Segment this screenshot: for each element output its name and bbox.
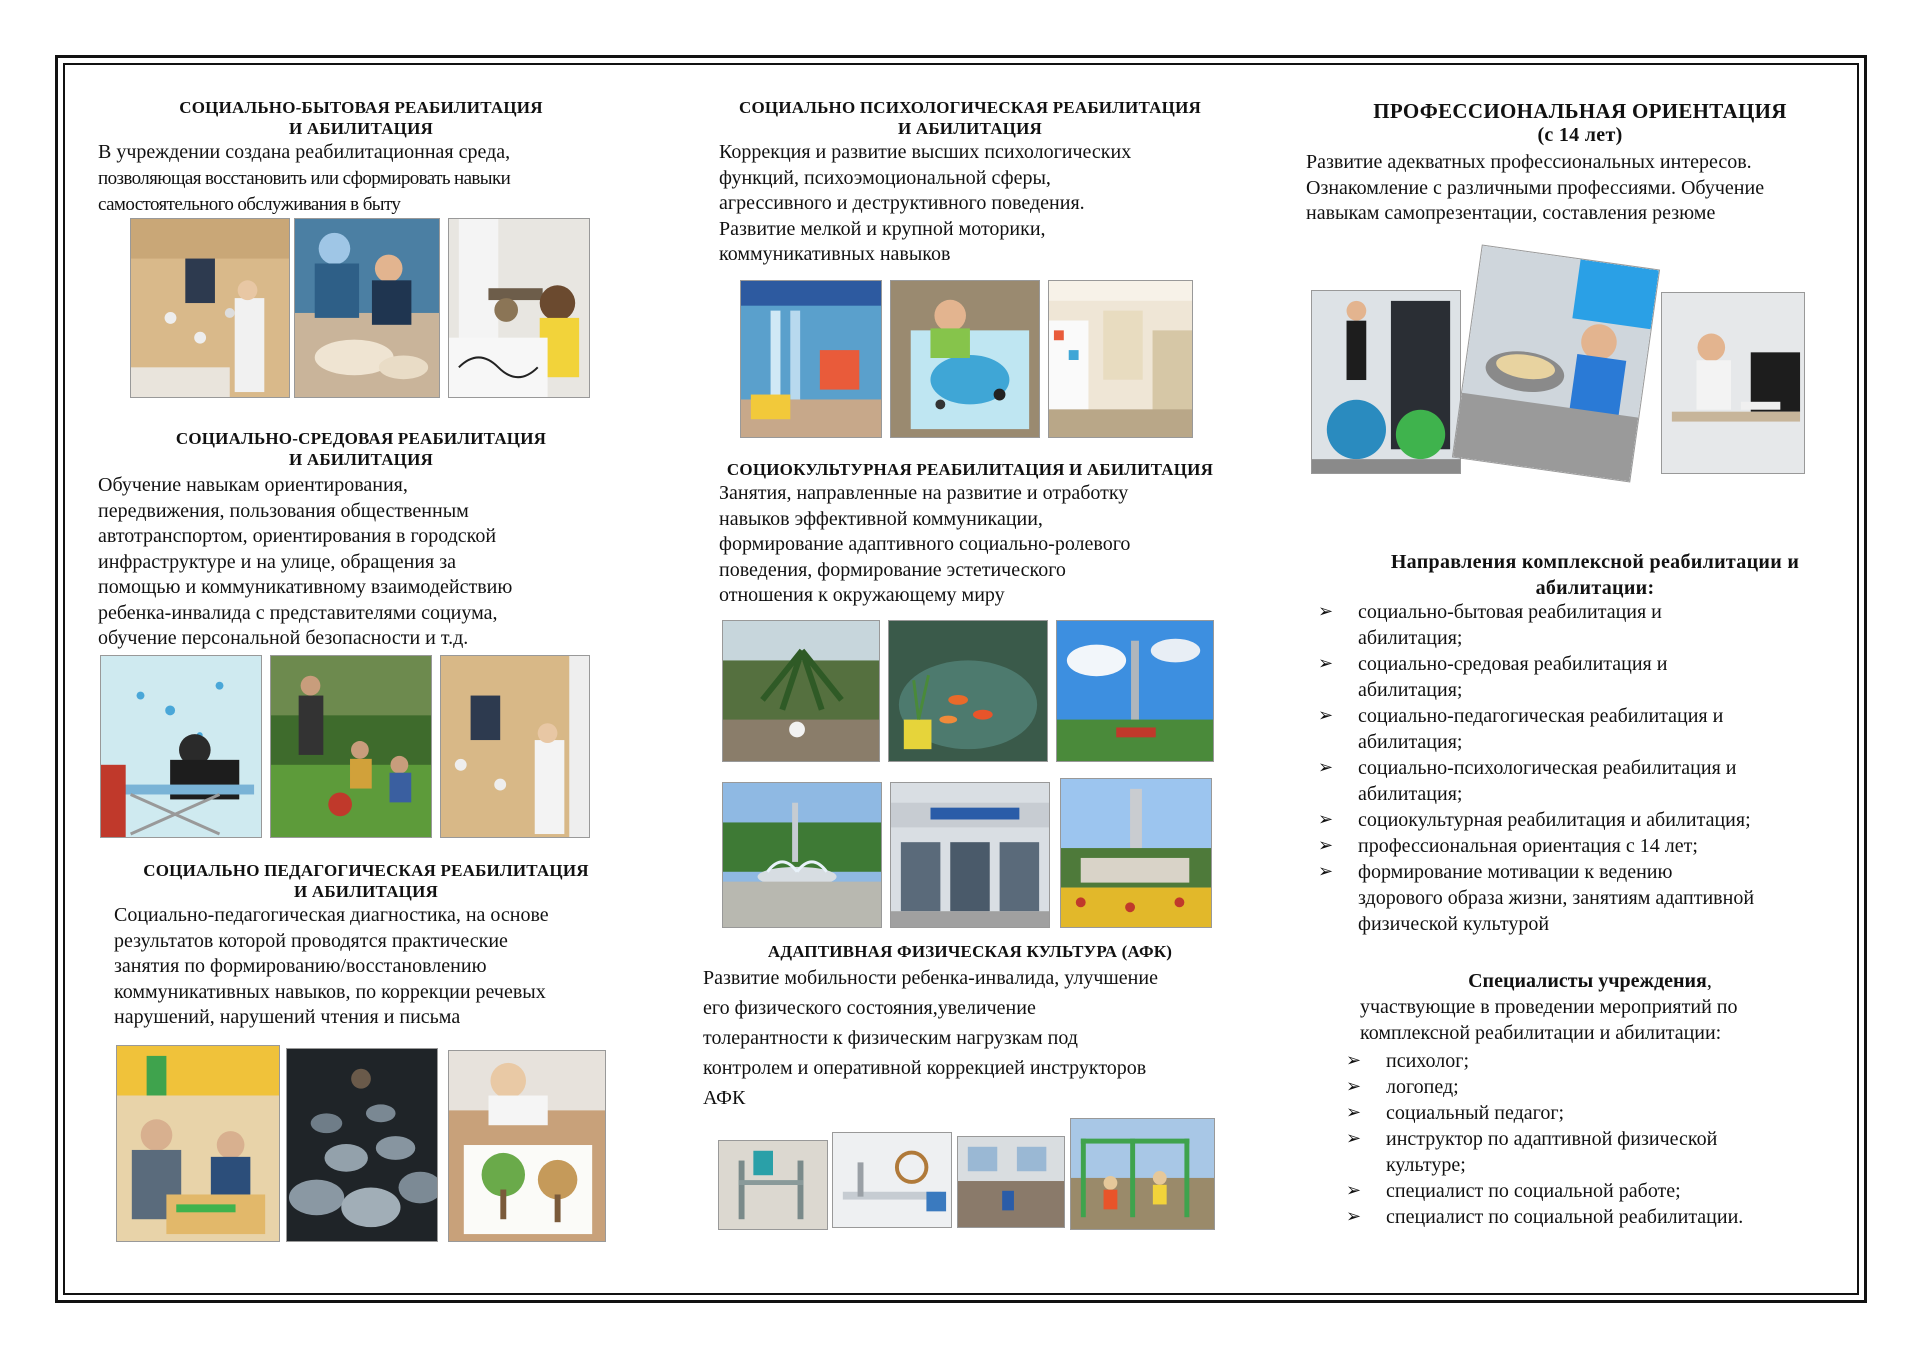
text-line: Ознакомление с различными профессиями. Обучение <box>1306 176 1765 199</box>
col1-s3-title <box>96 860 636 902</box>
arrow-bullet-icon: ➢ <box>1318 835 1334 856</box>
item-line: профессиональная ориентация с 14 лет; <box>1358 835 1698 857</box>
item-line: физической культурой <box>1358 913 1550 935</box>
text-line: толерантности к физическим нагрузкам под <box>703 1027 1078 1049</box>
item-line: здорового образа жизни, занятиям адаптивной <box>1358 887 1755 909</box>
section-title: ПРОФЕССИОНАЛЬНАЯ ОРИЕНТАЦИЯ <box>1373 99 1787 123</box>
text-line: Развитие адекватных профессиональных интересов. <box>1306 151 1752 173</box>
specialists-list <box>1346 1048 1856 1230</box>
item-line: логопед; <box>1386 1076 1459 1098</box>
col1-s2-title <box>96 428 626 470</box>
arrow-bullet-icon: ➢ <box>1346 1206 1362 1227</box>
title-line: СОЦИАЛЬНО ПЕДАГОГИЧЕСКАЯ РЕАБИЛИТАЦИЯ <box>143 861 589 880</box>
text-line: самостоятельного обслуживания в быту <box>98 193 401 215</box>
item-line: формирование мотивации к ведению <box>1358 861 1673 883</box>
photo-sand-table <box>890 280 1040 438</box>
item-line: культуре; <box>1386 1154 1466 1176</box>
photo-boy-cooking <box>1452 245 1660 483</box>
text-line: Развитие мобильности ребенка-инвалида, улучшение <box>703 967 1158 989</box>
col2-s1-text <box>719 140 1259 268</box>
text-line: Социально-педагогическая диагностика, на основе <box>114 904 549 926</box>
photo-therapy-room <box>1048 280 1193 438</box>
text-line: коммуникативных навыков <box>719 243 951 265</box>
photo-monument-sky <box>1056 620 1214 762</box>
list-item <box>1318 651 1858 703</box>
text-line: поведения, формирование эстетического <box>719 558 1066 581</box>
text-line: результатов которой проводятся практические <box>114 929 508 952</box>
text-line: формирование адаптивного социально-ролевого <box>719 533 1131 555</box>
text-line: Обучение навыкам ориентирования, <box>98 474 408 496</box>
col3-s1-title-block <box>1300 98 1860 146</box>
photo-monument-flowers <box>1060 778 1212 928</box>
text-line: функций, психоэмоциональной сферы, <box>719 166 1051 189</box>
title-line: И АБИЛИТАЦИЯ <box>289 119 433 138</box>
item-line: специалист по социальной работе; <box>1386 1180 1681 1202</box>
item-line: социально-бытовая реабилитация и <box>1358 601 1662 623</box>
arrow-bullet-icon: ➢ <box>1318 757 1334 778</box>
text-line: отношения к окружающему миру <box>719 584 1005 606</box>
photo-building-facade <box>890 782 1050 928</box>
col3-specialists-intro <box>1360 994 1860 1046</box>
text-line: обучение персональной безопасности и т.д. <box>98 627 469 649</box>
text-line: Развитие мелкой и крупной моторики, <box>719 217 1046 240</box>
text-line: навыкам самопрезентации, составления резюме <box>1306 202 1716 224</box>
list-item <box>1346 1074 1856 1100</box>
arrow-bullet-icon: ➢ <box>1346 1128 1362 1149</box>
photo-sensory-room <box>740 280 882 438</box>
text-line: В учреждении создана реабилитационная среда, <box>98 141 511 163</box>
item-line: абилитация; <box>1358 679 1463 701</box>
text-line: занятия по формированию/восстановлению <box>114 955 487 977</box>
arrow-bullet-icon: ➢ <box>1346 1102 1362 1123</box>
specialists-comma: , <box>1706 970 1712 992</box>
list-item <box>1318 755 1858 807</box>
list-item <box>1318 807 1858 833</box>
text-line: навыков эффективной коммуникации, <box>719 507 1043 530</box>
title-line: СОЦИАЛЬНО-БЫТОВАЯ РЕАБИЛИТАЦИЯ <box>179 98 543 117</box>
col2-s2-title: СОЦИОКУЛЬТУРНАЯ РЕАБИЛИТАЦИЯ И АБИЛИТАЦИЯ <box>726 460 1214 479</box>
text-line: контролем и оперативной коррекцией инструкторов <box>703 1057 1147 1079</box>
list-item <box>1318 599 1858 651</box>
item-line: социально-средовая реабилитация и <box>1358 653 1668 675</box>
item-line: абилитация; <box>1358 731 1463 753</box>
title-line: И АБИЛИТАЦИЯ <box>898 119 1042 138</box>
item-line: абилитация; <box>1358 627 1463 649</box>
title-line: И АБИЛИТАЦИЯ <box>294 882 438 901</box>
item-line: инструктор по адаптивной физической <box>1386 1128 1718 1150</box>
photo-classroom <box>116 1045 280 1242</box>
photo-fountain <box>722 782 882 928</box>
text-line: передвижения, пользования общественным <box>98 499 469 522</box>
photo-koi-pond <box>888 620 1048 762</box>
photo-girl-tap <box>448 218 590 398</box>
text-line: нарушений, нарушений чтения и письма <box>114 1006 461 1028</box>
title-line: И АБИЛИТАЦИЯ <box>289 450 433 469</box>
item-line: социальный педагог; <box>1386 1102 1565 1124</box>
col3-directions-title <box>1335 549 1855 601</box>
item-line: социально-психологическая реабилитация и <box>1358 757 1737 779</box>
text-line: Коррекция и развитие высших психологических <box>719 141 1132 163</box>
title-line: абилитации: <box>1535 577 1655 599</box>
list-item <box>1318 703 1858 755</box>
col1-s1-text <box>98 140 658 218</box>
text-line: Занятия, направленные на развитие и отработку <box>719 482 1129 504</box>
photo-cooking-group <box>294 218 440 398</box>
text-line: автотранспортом, ориентирования в городской <box>98 525 497 547</box>
text-line: коммуникативных навыков, по коррекции речевых <box>114 980 546 1003</box>
col3-specialists-title <box>1360 968 1820 994</box>
photo-exercise-frame <box>718 1140 828 1230</box>
item-line: абилитация; <box>1358 783 1463 805</box>
text-line: комплексной реабилитации и абилитации: <box>1360 1022 1722 1044</box>
arrow-bullet-icon: ➢ <box>1318 705 1334 726</box>
item-line: психолог; <box>1386 1050 1469 1072</box>
photo-ironing <box>100 655 262 838</box>
photo-fitness-balls <box>1311 290 1461 474</box>
photo-greenhouse-palms <box>722 620 880 762</box>
arrow-bullet-icon: ➢ <box>1318 653 1334 674</box>
arrow-bullet-icon: ➢ <box>1346 1076 1362 1097</box>
text-line: ребенка-инвалида с представителями социума, <box>98 601 498 624</box>
item-line: специалист по социальной реабилитации. <box>1386 1206 1744 1228</box>
arrow-bullet-icon: ➢ <box>1318 809 1334 830</box>
text-line: АФК <box>703 1087 746 1109</box>
photo-outdoor-group <box>270 655 432 838</box>
arrow-bullet-icon: ➢ <box>1318 861 1334 882</box>
text-line: его физического состояния,увеличение <box>703 997 1036 1019</box>
col2-s3-text <box>703 963 1243 1113</box>
title-line: СОЦИАЛЬНО ПСИХОЛОГИЧЕСКАЯ РЕАБИЛИТАЦИЯ <box>739 98 1201 117</box>
photo-computer-lesson <box>1661 292 1805 474</box>
text-line: позволяющая восстановить или сформировать навыки <box>98 167 511 189</box>
col2-s1-title <box>700 97 1240 139</box>
photo-gym-equipment <box>832 1132 952 1228</box>
arrow-bullet-icon: ➢ <box>1346 1180 1362 1201</box>
list-item <box>1346 1204 1856 1230</box>
section-subtitle: (с 14 лет) <box>1537 124 1623 146</box>
photo-playground <box>1070 1118 1215 1230</box>
list-item <box>1346 1178 1856 1204</box>
arrow-bullet-icon: ➢ <box>1318 601 1334 622</box>
item-line: социокультурная реабилитация и абилитация; <box>1358 809 1751 831</box>
text-line: агрессивного и деструктивного поведения. <box>719 192 1085 214</box>
photo-gym-hall <box>957 1136 1065 1228</box>
text-line: инфраструктуре и на улице, обращения за <box>98 550 457 573</box>
photo-wall-panel-boy <box>130 218 290 398</box>
title-line: Направления комплексной реабилитации и <box>1390 551 1800 573</box>
specialists-title: Специалисты учреждения <box>1468 970 1707 992</box>
directions-list <box>1318 599 1858 937</box>
col1-s3-text <box>114 903 674 1031</box>
list-item <box>1346 1126 1856 1178</box>
photo-wall-panel-boy-2 <box>440 655 590 838</box>
list-item <box>1346 1100 1856 1126</box>
col2-s3-title: АДАПТИВНАЯ ФИЗИЧЕСКАЯ КУЛЬТУРА (АФК) <box>767 942 1173 961</box>
col2-s2-text <box>719 481 1259 609</box>
text-line: участвующие в проведении мероприятий по <box>1360 996 1738 1018</box>
col1-s2-text <box>98 473 658 652</box>
photo-stone-floor <box>286 1048 438 1242</box>
text-line: помощью и коммуникативному взаимодействию <box>98 576 513 598</box>
arrow-bullet-icon: ➢ <box>1346 1050 1362 1071</box>
col3-s1-text <box>1306 150 1866 227</box>
list-item <box>1318 833 1858 859</box>
list-item <box>1346 1048 1856 1074</box>
title-line: СОЦИАЛЬНО-СРЕДОВАЯ РЕАБИЛИТАЦИЯ <box>175 429 547 448</box>
list-item <box>1318 859 1858 937</box>
item-line: социально-педагогическая реабилитация и <box>1358 705 1724 727</box>
photo-tree-drawing <box>448 1050 606 1242</box>
col1-s1-title <box>96 97 626 139</box>
